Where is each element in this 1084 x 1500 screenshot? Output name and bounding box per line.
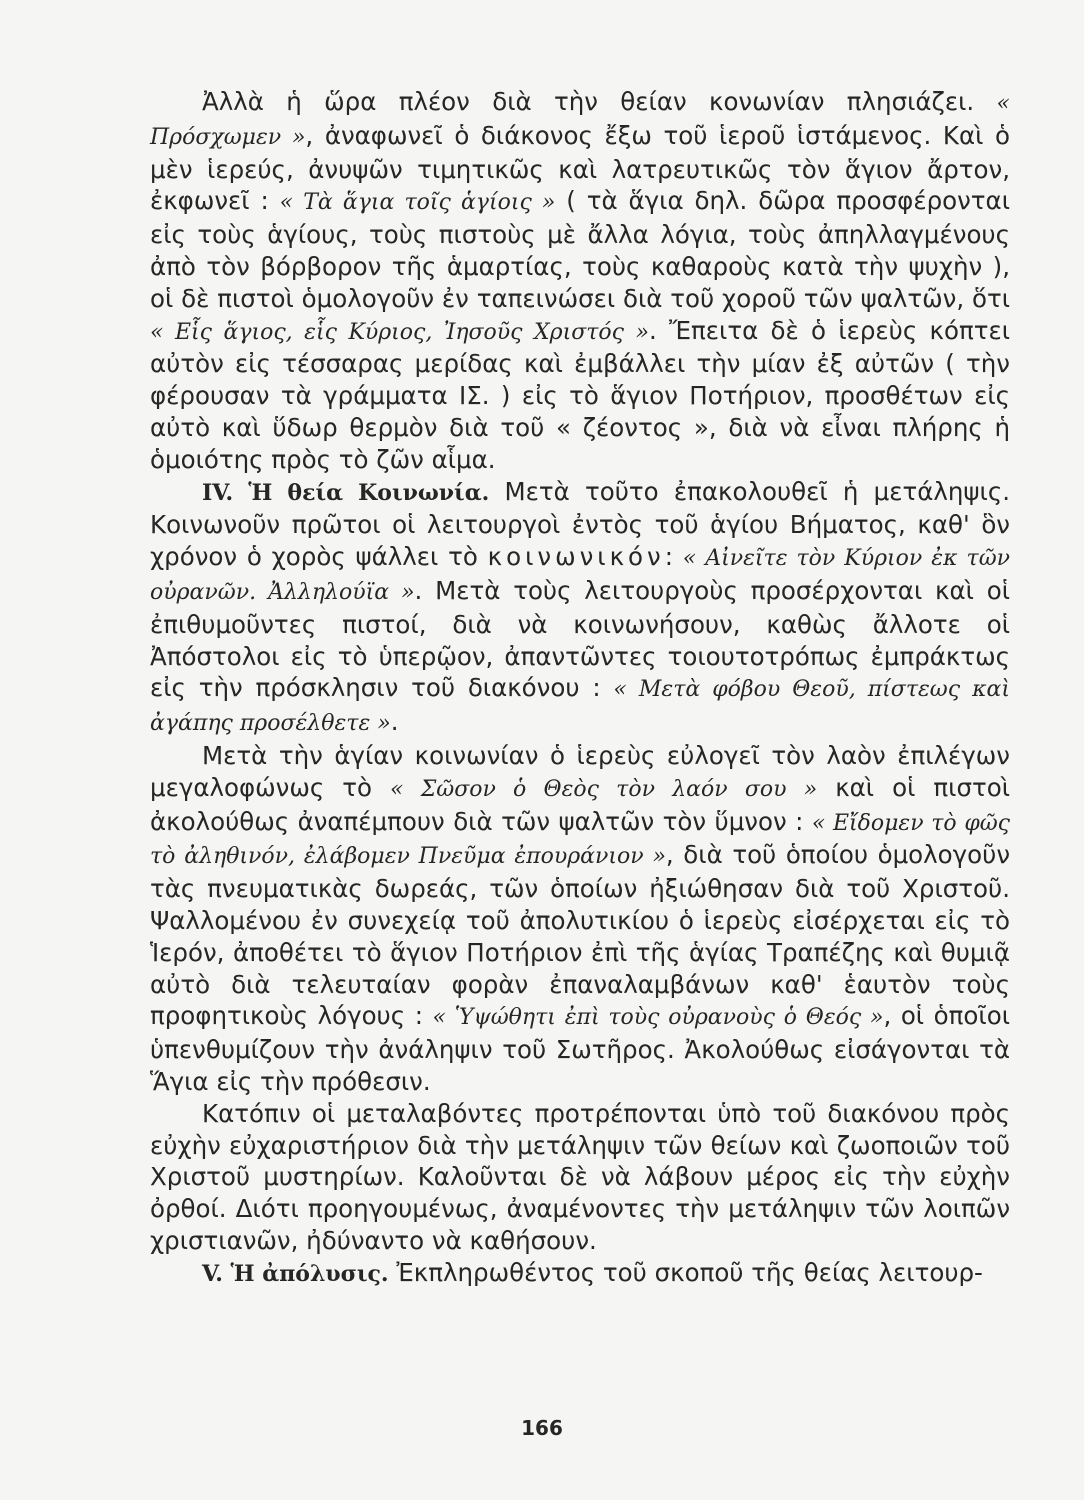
quote-proschomen: « Πρόσχωμεν »	[150, 91, 1010, 150]
paragraph-section-v	[150, 1257, 1010, 1291]
text: :	[664, 542, 683, 572]
text: , οἱ ὁποῖοι ὑπενθυμίζουν τὴν ἀνάληψιν τοῦ Σωτῆρος. Ἀκολούθως εἰσάγονται τὰ Ἅγια εἰς τὴν πρόθεσιν.	[150, 1001, 1010, 1096]
quote-soson: « Σῶσον ὁ Θεὸς τὸν λαόν σου »	[390, 776, 818, 802]
section-heading-iv: IV. Ἡ θεία Κοινωνία.	[202, 479, 490, 506]
text: Κατόπιν οἱ μεταλαβόντες προτρέπονται ὑπὸ τοῦ διακόνου πρὸς εὐχὴν εὐχαριστήριον διὰ τὴν μετάληψιν τῶν θείων καὶ ζωοποιῶν τοῦ Χριστοῦ μυστηρίων. Καλοῦνται δὲ νὰ λάβουν μέρος εἰς τὴν εὐχὴν ὀρθοί. Διότι προηγουμένως, ἀναμένοντες τὴν μετάληψιν τῶν λοιπῶν χριστιανῶν, ἠδύναντο νὰ καθήσουν.	[150, 1098, 1010, 1255]
paragraph-after-communion	[150, 740, 1010, 1098]
paragraph-thanksgiving	[150, 1098, 1010, 1257]
text: , ἀναφωνεῖ ὁ διάκονος ἔξω τοῦ ἱεροῦ ἱστάμενος. Καὶ ὁ μὲν ἱερεύς, ἀνυψῶν τιμητικῶς καὶ λατρευτικῶς τὸν ἅγιον ἄρτον, ἐκφωνεῖ :	[150, 120, 1010, 216]
text: Ἐκπληρωθέντος τοῦ σκοποῦ τῆς θείας λειτουρ-	[388, 1257, 983, 1287]
text: Μετὰ τὴν ἁγίαν κοινωνίαν ὁ ἱερεὺς εὐλογεῖ τὸν λαὸν ἐπιλέγων μεγαλοφώνως τὸ	[150, 740, 1010, 802]
text: καὶ οἱ πιστοὶ ἀκολούθως ἀναπέμπουν διὰ τῶν ψαλτῶν τὸν ὕμνον :	[150, 772, 1010, 836]
section-heading-v: V. Ἡ ἀπόλυσις.	[202, 1260, 389, 1287]
page-number: 166	[521, 1416, 563, 1440]
quote-aineite: « Αἰνεῖτε τὸν Κύριον ἐκ τῶν οὐρανῶν. Ἀλληλούϊα »	[150, 546, 1011, 605]
page-body	[150, 86, 1010, 1290]
quote-meta-fovou: « Μετὰ φόβου Θεοῦ, πίστεως καὶ ἀγάπης προσέλθετε »	[150, 677, 1010, 737]
text: .	[390, 707, 399, 737]
text: . Μετὰ τοὺς λειτουργοὺς προσέρχονται καὶ οἱ ἐπιθυμοῦντες πιστοί, διὰ νὰ κοινωνήσουν, καθὼς ἄλλοτε οἱ Ἀπόστολοι εἰς τὸ ὑπερῷον, ἀπαντῶντες τοιουτοτρόπως ἐμπράκτως εἰς τὴν πρόσκλησιν τοῦ διακόνου :	[150, 575, 1010, 703]
text: , διὰ τοῦ ὁποίου ὁμολογοῦν τὰς πνευματικὰς δωρεάς, τῶν ὁποίων ἠξιώθησαν διὰ τοῦ Χριστοῦ. Ψαλλομένου ἐν συνεχείᾳ τοῦ ἀπολυτικίου ὁ ἱερεὺς εἰσέρχεται εἰς τὸ Ἱερόν, ἀποθέτει τὸ ἅγιον Ποτήριον ἐπὶ τῆς ἁγίας Τραπέζης καὶ θυμιᾷ αὐτὸ διὰ τελευταίαν φορὰν ἐπαναλαμβάνων καθ' ἑαυτὸν τοὺς προφητικοὺς λόγους :	[150, 840, 1010, 1031]
quote-ta-agia: « Τὰ ἅγια τοῖς ἁγίοις »	[279, 190, 556, 216]
quote-eidomen: « Εἴδομεν τὸ φῶς τὸ ἀληθινόν, ἐλάβομεν Πνεῦμα ἐπουράνιον »	[150, 810, 1010, 870]
paragraph-section-iv	[150, 476, 1010, 740]
text: Ἀλλὰ ἡ ὥρα πλέον διὰ τὴν θείαν κονωνίαν πλησιάζει.	[202, 87, 997, 116]
text: Μετὰ τοῦτο ἐπακολουθεῖ ἡ μετάληψις. Κοινωνοῦν πρῶτοι οἱ λειτουργοὶ ἐντὸς τοῦ ἁγίου Βήματος, καθ' ὃν χρόνον ὁ χορὸς ψάλλει τὸ	[150, 476, 1010, 572]
spaced-word-koinonikon: κοινωνικόν	[487, 542, 665, 572]
text: ( τὰ ἅγια δηλ. δῶρα προσφέρονται εἰς τοὺς ἁγίους, τοὺς πιστοὺς μὲ ἄλλα λόγια, τοὺς ἀπηλλαγμένους ἀπὸ τὸν βόρβορον τῆς ἁμαρτίας, τοὺς καθαροὺς κατὰ τὴν ψυχὴν ), οἱ δὲ πιστοὶ ὁμολογοῦν ἐν ταπεινώσει διὰ τοῦ χοροῦ τῶν ψαλτῶν, ὅτι	[150, 186, 1010, 313]
paragraph-communion-invitation	[150, 86, 1010, 476]
quote-eis-agios: « Εἷς ἅγιος, εἷς Κύριος, Ἰησοῦς Χριστός »	[150, 319, 649, 345]
quote-ypsothiti: « Ὑψώθητι ἐπὶ τοὺς οὐρανοὺς ὁ Θεός »	[432, 1005, 884, 1031]
text: . Ἔπειτα δὲ ὁ ἱερεὺς κόπτει αὐτὸν εἰς τέσσαρας μερίδας καὶ ἐμβάλλει τὴν μίαν ἐξ αὐτῶν ( τὴν φέρουσαν τὰ γράμματα ΙΣ. ) εἰς τὸ ἅγιον Ποτήριον, προσθέτων εἰς αὐτὸ καὶ ὕδωρ θερμὸν διὰ τοῦ « ζέοντος », διὰ νὰ εἶναι πλήρης ἡ ὁμοιότης πρὸς τὸ ζῶν αἷμα.	[150, 315, 1010, 474]
